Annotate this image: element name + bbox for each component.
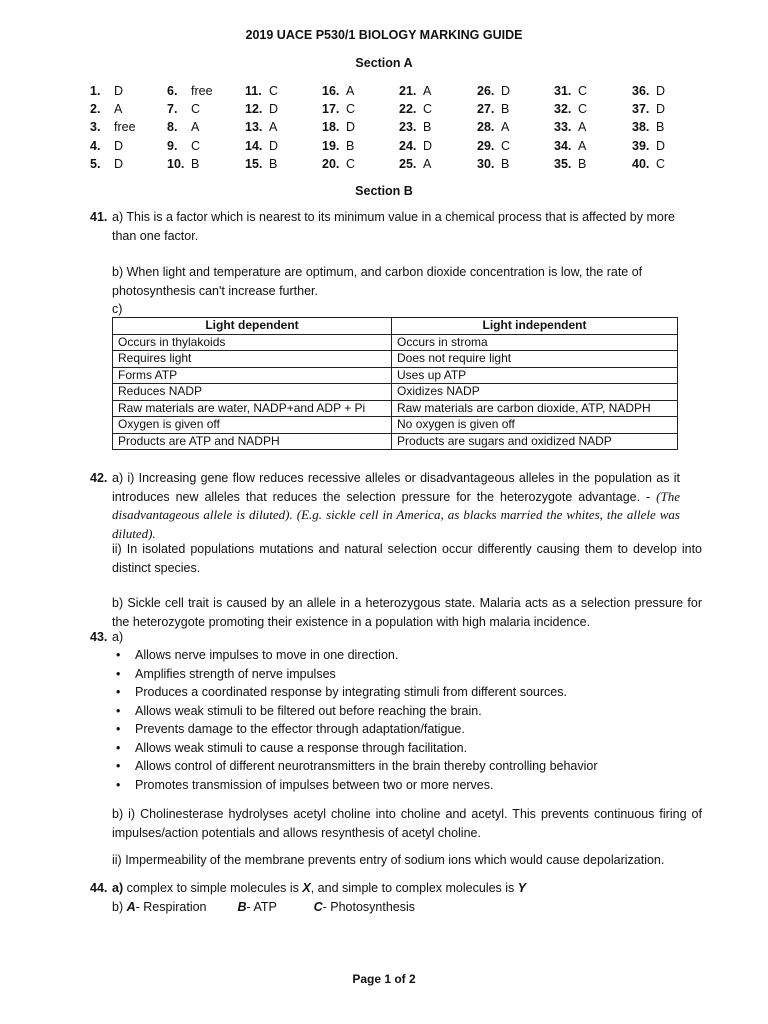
table-header-row xyxy=(113,318,678,335)
answer-value: B xyxy=(501,156,510,171)
answer-item xyxy=(632,139,665,153)
q42-part-b: b) Sickle cell trait is caused by an allele in a heterozygous state. Malaria acts as a selection pressure for the heterozygote promoting their existence in a population with high malaria incidence. xyxy=(112,596,702,629)
answer-number: 35. xyxy=(554,156,572,171)
question-43 xyxy=(90,628,680,647)
answer-value: D xyxy=(423,138,433,153)
answer-item xyxy=(399,157,431,171)
table-cell: Oxidizes NADP xyxy=(392,384,678,401)
q44-x-symbol: X xyxy=(302,881,311,895)
answer-number: 11. xyxy=(245,84,262,98)
answer-item xyxy=(322,102,355,116)
answer-value: C xyxy=(191,138,201,153)
answer-number: 17. xyxy=(322,102,340,117)
question-number: 42. xyxy=(90,471,108,485)
answer-number: 16. xyxy=(322,84,340,98)
answer-item xyxy=(399,120,431,134)
table-cell: Reduces NADP xyxy=(113,384,392,401)
answer-value: A xyxy=(114,102,123,117)
table-header: Light dependent xyxy=(113,318,392,335)
table-header: Light independent xyxy=(392,318,678,335)
answer-number: 3. xyxy=(90,120,101,135)
answer-number: 5. xyxy=(90,156,101,171)
table-cell: Occurs in stroma xyxy=(392,334,678,351)
answer-number: 37. xyxy=(632,102,650,117)
answer-value: C xyxy=(578,84,588,98)
list-item: • Allows nerve impulses to move in one direction. xyxy=(112,646,702,665)
answer-number: 27. xyxy=(477,102,495,117)
answer-number: 24. xyxy=(399,138,417,153)
answer-number: 13. xyxy=(245,120,263,135)
answer-item xyxy=(90,120,136,134)
answer-item xyxy=(90,84,123,98)
answer-value: A xyxy=(501,120,510,135)
answer-row xyxy=(90,84,690,102)
answer-value: B xyxy=(346,138,355,153)
answer-number: 36. xyxy=(632,84,650,98)
answer-item xyxy=(554,120,586,134)
q43-bullet-list xyxy=(112,646,702,794)
answer-value: A xyxy=(578,138,587,153)
q44-part-b xyxy=(90,898,680,917)
answer-number: 33. xyxy=(554,120,572,135)
q44-b-text: - ATP xyxy=(246,899,277,914)
answer-item xyxy=(167,157,199,171)
answer-number: 15. xyxy=(245,156,263,171)
answer-number: 23. xyxy=(399,120,417,135)
answer-value: D xyxy=(501,84,511,98)
table-row xyxy=(113,367,678,384)
answer-item xyxy=(167,120,199,134)
answer-item xyxy=(632,120,664,134)
answer-item xyxy=(632,84,665,98)
table-cell: Uses up ATP xyxy=(392,367,678,384)
list-item: • Allows weak stimuli to be filtered out before reaching the brain. xyxy=(112,702,702,721)
answer-number: 1. xyxy=(90,84,101,98)
section-b-heading: Section B xyxy=(355,184,413,198)
table-cell: Products are ATP and NADPH xyxy=(113,433,392,450)
answer-number: 9. xyxy=(167,138,178,153)
answer-item xyxy=(554,84,587,98)
table-cell: Forms ATP xyxy=(113,367,392,384)
q41-part-a: a) This is a factor which is nearest to its minimum value in a chemical process that is affected by more than one factor. xyxy=(112,210,675,243)
list-item: • Amplifies strength of nerve impulses xyxy=(112,665,702,684)
table-cell: No oxygen is given off xyxy=(392,417,678,434)
answer-number: 28. xyxy=(477,120,495,135)
answer-number: 20. xyxy=(322,156,340,171)
section-a-answer-grid xyxy=(90,84,690,175)
answer-number: 10. xyxy=(167,156,185,171)
answer-item xyxy=(477,84,510,98)
q43-part-b-ii: ii) Impermeability of the membrane prevents entry of sodium ions which would cause depolarization. xyxy=(112,853,665,867)
answer-value: B xyxy=(578,156,587,171)
answer-value: B xyxy=(656,120,665,135)
table-cell: Oxygen is given off xyxy=(113,417,392,434)
answer-number: 21. xyxy=(399,84,417,98)
q44-a-symbol: A xyxy=(126,899,136,914)
answer-item xyxy=(477,139,510,153)
answer-number: 12. xyxy=(245,102,263,117)
q41-part-c-label: c) xyxy=(112,302,123,316)
q41-part-b: b) When light and temperature are optimum, and carbon dioxide concentration is low, the rate of photosynthesis can't increase further. xyxy=(112,265,643,298)
answer-item xyxy=(90,139,123,153)
q44-c-symbol: C xyxy=(313,899,323,914)
answer-number: 6. xyxy=(167,84,178,98)
answer-item xyxy=(399,139,432,153)
answer-value: D xyxy=(656,138,666,153)
answer-item xyxy=(632,102,665,116)
answer-value: C xyxy=(423,102,433,117)
answer-number: 39. xyxy=(632,138,650,153)
q44-a-text: - Respiration xyxy=(135,899,207,914)
answer-value: A xyxy=(269,120,278,135)
answer-row xyxy=(90,102,690,120)
table-cell: Products are sugars and oxidized NADP xyxy=(392,433,678,450)
table-row xyxy=(113,400,678,417)
answer-number: 14. xyxy=(245,138,263,153)
q44-part-a-text1: complex to simple molecules is xyxy=(126,881,299,895)
answer-value: B xyxy=(501,102,510,117)
answer-item xyxy=(245,139,278,153)
table-row xyxy=(113,334,678,351)
answer-value: D xyxy=(114,138,124,153)
list-item: • Prevents damage to the effector through adaptation/fatigue. xyxy=(112,720,702,739)
light-reactions-table xyxy=(112,317,678,450)
answer-value: D xyxy=(114,84,124,98)
answer-item xyxy=(167,84,213,98)
list-item: • Promotes transmission of impulses between two or more nerves. xyxy=(112,776,702,795)
answer-value: free xyxy=(114,120,136,135)
q42-part-a-ii: ii) In isolated populations mutations and natural selection occur differently causing them to develop into distinct species. xyxy=(112,542,702,575)
answer-item xyxy=(322,139,354,153)
answer-item xyxy=(554,102,587,116)
answer-number: 7. xyxy=(167,102,178,117)
answer-number: 29. xyxy=(477,138,495,153)
table-cell: Requires light xyxy=(113,351,392,368)
answer-value: B xyxy=(269,156,278,171)
answer-value: free xyxy=(191,84,213,98)
answer-value: C xyxy=(578,102,588,117)
q44-part-a-text2: , and simple to complex molecules is xyxy=(310,881,515,895)
table-row xyxy=(113,351,678,368)
answer-item xyxy=(554,139,586,153)
answer-item xyxy=(554,157,586,171)
table-cell: Occurs in thylakoids xyxy=(113,334,392,351)
q43-part-a-label: a) xyxy=(112,630,124,644)
table-row xyxy=(113,417,678,434)
answer-value: C xyxy=(656,156,666,171)
question-number: 44. xyxy=(90,881,108,895)
list-item: • Produces a coordinated response by integrating stimuli from different sources. xyxy=(112,683,702,702)
answer-value: C xyxy=(346,156,356,171)
answer-number: 38. xyxy=(632,120,650,135)
q44-part-a-label: a) xyxy=(112,881,124,895)
table-cell: Does not require light xyxy=(392,351,678,368)
answer-number: 31. xyxy=(554,84,572,98)
q44-y-symbol: Y xyxy=(517,881,527,895)
answer-value: C xyxy=(501,138,511,153)
page-title: 2019 UACE P530/1 BIOLOGY MARKING GUIDE xyxy=(245,28,523,42)
answer-item xyxy=(322,84,354,98)
answer-item xyxy=(322,157,355,171)
answer-number: 32. xyxy=(554,102,572,117)
answer-item xyxy=(167,102,200,116)
answer-number: 30. xyxy=(477,156,495,171)
answer-value: D xyxy=(346,120,356,135)
answer-value: D xyxy=(656,84,666,98)
question-41 xyxy=(90,208,680,245)
table-cell: Raw materials are carbon dioxide, ATP, NADPH xyxy=(392,400,678,417)
answer-item xyxy=(399,84,431,98)
answer-value: A xyxy=(578,120,587,135)
table-cell: Raw materials are water, NADP+and ADP + Pi xyxy=(113,400,392,417)
answer-value: A xyxy=(346,84,355,98)
answer-item xyxy=(167,139,200,153)
answer-item xyxy=(245,102,278,116)
q44-part-a xyxy=(90,879,680,898)
answer-value: B xyxy=(191,156,200,171)
list-item: • Allows control of different neurotransmitters in the brain thereby controlling behavior xyxy=(112,757,702,776)
answer-number: 8. xyxy=(167,120,178,135)
answer-item xyxy=(477,157,509,171)
section-a-heading: Section A xyxy=(355,56,413,70)
answer-number: 40. xyxy=(632,156,650,171)
answer-number: 22. xyxy=(399,102,417,117)
q43-part-b-i: b) i) Cholinesterase hydrolyses acetyl choline into choline and acetyl. This prevents continuous firing of impulses/action potentials and allows resynthesis of acetyl choline. xyxy=(112,807,702,840)
answer-row xyxy=(90,120,690,138)
question-number: 43. xyxy=(90,630,108,644)
answer-item xyxy=(632,157,665,171)
answer-value: B xyxy=(423,120,432,135)
q42-part-a-i: a) i) Increasing gene flow reduces recessive alleles or disadvantageous alleles in the population as it introduces new alleles that reduces the selection pressure for the heterozygote advantage. - xyxy=(112,471,680,504)
q43-bullet-list-wrap xyxy=(90,646,702,794)
answer-value: D xyxy=(269,138,279,153)
answer-item xyxy=(245,84,278,98)
answer-value: D xyxy=(656,102,666,117)
q44-c-text: - Photosynthesis xyxy=(322,899,416,914)
answer-value: D xyxy=(269,102,279,117)
answer-item xyxy=(245,157,277,171)
answer-number: 4. xyxy=(90,138,101,153)
q44-part-b-label: b) xyxy=(112,899,124,914)
answer-value: C xyxy=(346,102,356,117)
answer-value: D xyxy=(114,156,124,171)
answer-number: 26. xyxy=(477,84,495,98)
table-row xyxy=(113,433,678,450)
list-item: • Allows weak stimuli to cause a response through facilitation. xyxy=(112,739,702,758)
table-row xyxy=(113,384,678,401)
answer-number: 2. xyxy=(90,102,101,117)
answer-number: 25. xyxy=(399,156,417,171)
answer-item xyxy=(477,120,509,134)
answer-value: C xyxy=(269,84,279,98)
q44-b-symbol: B xyxy=(237,899,247,914)
answer-item xyxy=(477,102,509,116)
answer-number: 34. xyxy=(554,138,572,153)
answer-value: A xyxy=(191,120,200,135)
question-42 xyxy=(90,469,680,543)
answer-row xyxy=(90,139,690,157)
page-footer: Page 1 of 2 xyxy=(352,972,416,986)
answer-item xyxy=(90,157,123,171)
answer-row xyxy=(90,157,690,175)
answer-value: C xyxy=(191,102,201,117)
answer-value: A xyxy=(423,156,432,171)
answer-item xyxy=(90,102,122,116)
answer-value: A xyxy=(423,84,432,98)
answer-item xyxy=(245,120,277,134)
question-number: 41. xyxy=(90,210,108,224)
answer-number: 18. xyxy=(322,120,340,135)
answer-number: 19. xyxy=(322,138,340,153)
q42-part-a-i-note: (The disadvantageous allele is diluted). (E.g. sickle cell in America, as blacks married the whites, the allele was diluted). xyxy=(112,488,680,541)
answer-item xyxy=(399,102,432,116)
answer-item xyxy=(322,120,355,134)
question-44 xyxy=(90,879,680,916)
